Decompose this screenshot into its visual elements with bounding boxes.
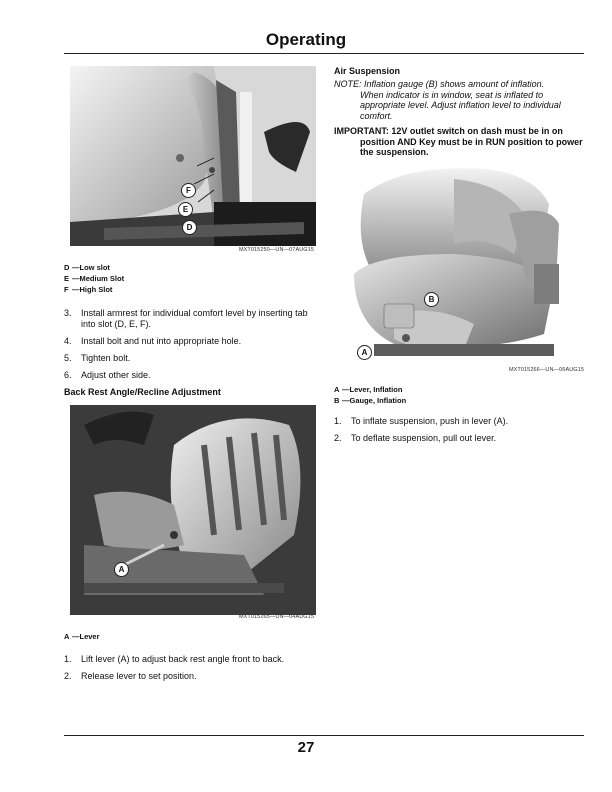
callout-f: F bbox=[181, 183, 196, 198]
callout-e: E bbox=[178, 202, 193, 217]
step-item: 6. Adjust other side. bbox=[64, 370, 151, 380]
legend-item: D —Low slot bbox=[64, 263, 110, 272]
left-column bbox=[64, 62, 316, 688]
right-column bbox=[334, 66, 586, 450]
legend-item: B —Gauge, Inflation bbox=[334, 395, 407, 405]
slot-legend bbox=[64, 262, 316, 295]
page-number: 27 bbox=[297, 739, 315, 756]
air-suspension-figure bbox=[334, 164, 586, 374]
step-item: 1. To inflate suspension, push in lever (A). bbox=[334, 415, 509, 426]
armrest-steps bbox=[64, 308, 316, 381]
lever-legend bbox=[64, 631, 316, 642]
step-item: 3. Install armrest for individual comfort level by inserting tab into slot (D, E, F). bbox=[64, 308, 308, 329]
suspension-legend bbox=[334, 384, 586, 406]
header-rule bbox=[64, 53, 584, 54]
page-title: Operating bbox=[265, 30, 347, 49]
figure-code: MXT015265—UN—04AUG15 bbox=[238, 614, 314, 620]
figure-code: MXT015266—UN—06AUG15 bbox=[508, 366, 584, 373]
air-suspension-illustration bbox=[334, 164, 586, 374]
legend-item: A —Lever bbox=[64, 632, 100, 641]
step-item: 1. Lift lever (A) to adjust back rest angle front to back. bbox=[64, 654, 285, 664]
note: NOTE: Inflation gauge (B) shows amount of inflation. When indicator is in window, seat is inflated to appropriate level. Adjust inflation level to individual comfort. bbox=[334, 79, 561, 121]
step-item: 2. To deflate suspension, pull out lever. bbox=[334, 432, 497, 443]
callout-a: A bbox=[357, 345, 372, 360]
section-heading-air-suspension: Air Suspension bbox=[334, 66, 401, 76]
figure-code: MXT015250—UN—07AUG15 bbox=[238, 247, 314, 253]
suspension-steps bbox=[334, 416, 586, 444]
backrest-figure bbox=[64, 405, 316, 621]
callout-d: D bbox=[182, 220, 197, 235]
legend-item: F —High Slot bbox=[64, 285, 113, 294]
step-item: 4. Install bolt and nut into appropriate hole. bbox=[64, 336, 242, 346]
section-heading-backrest: Back Rest Angle/Recline Adjustment bbox=[64, 387, 221, 397]
backrest-illustration bbox=[64, 405, 316, 621]
step-item: 5. Tighten bolt. bbox=[64, 353, 131, 363]
footer-rule bbox=[64, 735, 584, 736]
legend-item: A —Lever, Inflation bbox=[334, 384, 403, 394]
important-notice: IMPORTANT: 12V outlet switch on dash must be in on position AND Key must be in RUN position to power the suspension. bbox=[334, 126, 583, 157]
backrest-steps bbox=[64, 654, 316, 682]
callout-b: B bbox=[424, 292, 439, 307]
legend-item: E —Medium Slot bbox=[64, 274, 125, 283]
step-item: 2. Release lever to set position. bbox=[64, 671, 197, 681]
callout-a: A bbox=[114, 562, 129, 577]
armrest-slot-figure bbox=[64, 62, 316, 254]
